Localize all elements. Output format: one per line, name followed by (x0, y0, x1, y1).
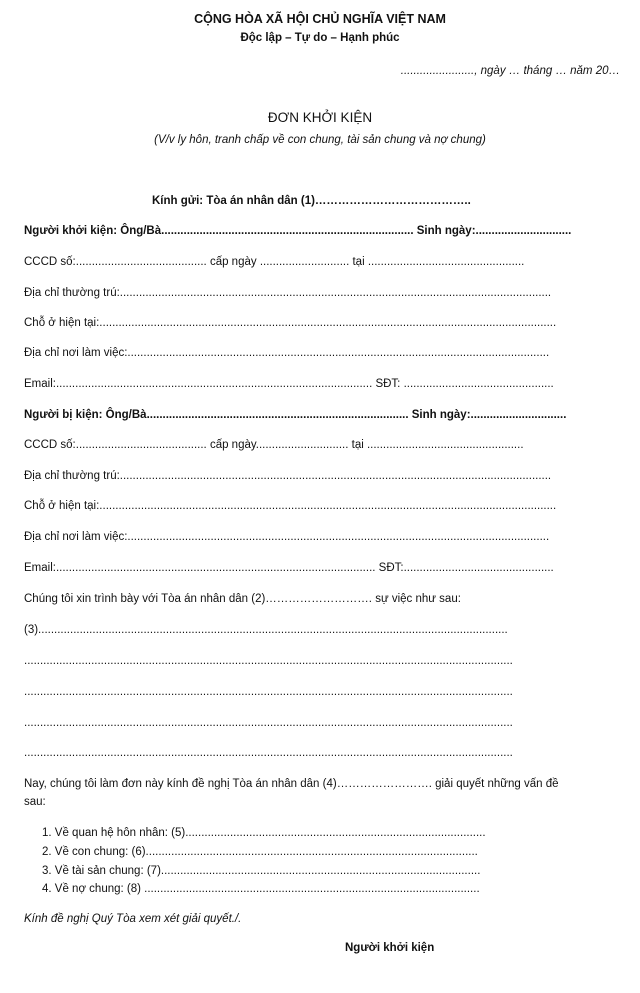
defendant-name-line: Người bị kiện: Ông/Bà.................................................................................. Sinh ngày:.............................. (24, 409, 567, 421)
plaintiff-residence-line: Địa chỉ thường trú:....................................................................................................................................... (24, 287, 552, 299)
defendant-work-address-line: Địa chỉ nơi làm việc:.................................................................................................................................... (24, 531, 550, 543)
plaintiff-id-line: CCCD số:......................................... cấp ngày ............................ tại ................................................. (24, 256, 525, 268)
document-subtitle: (V/v ly hôn, tranh chấp về con chung, tài sản chung và nợ chung) (154, 134, 486, 146)
request-item-children: 2. Về con chung: (6)........................................................................................................ (42, 846, 478, 858)
plaintiff-current-address-line: Chỗ ở hiện tại:............................................................................................................................................... (24, 317, 557, 329)
statement-line: (3)................................................................................................................................................... (24, 624, 508, 636)
defendant-contact-line: Email:.................................................................................................... SĐT:............................................... (24, 562, 554, 574)
defendant-current-address-line: Chỗ ở hiện tại:............................................................................................................................................... (24, 500, 557, 512)
plaintiff-work-address-line: Địa chỉ nơi làm việc:.................................................................................................................................... (24, 347, 550, 359)
plaintiff-contact-line: Email:................................................................................................... SĐT: ............................................... (24, 378, 554, 390)
statement-intro: Chúng tôi xin trình bày với Tòa án nhân dân (2)………………………. sự việc như sau: (24, 593, 461, 605)
motto: Độc lập – Tự do – Hạnh phúc (240, 32, 400, 44)
plaintiff-name-line: Người khởi kiện: Ông/Bà............................................................................... Sinh ngày:.............................. (24, 225, 572, 237)
date-line: ......................., ngày … tháng … năm 20… (400, 65, 620, 77)
defendant-residence-line: Địa chỉ thường trú:....................................................................................................................................... (24, 470, 552, 482)
recipient-line: Kính gửi: Tòa án nhân dân (1)………………………………….. (152, 195, 471, 207)
defendant-id-line: CCCD số:......................................... cấp ngày............................. tại ................................................. (24, 439, 524, 451)
document-title: ĐƠN KHỞI KIỆN (267, 110, 373, 125)
statement-line: ......................................................................................................................................................... (24, 747, 513, 759)
request-intro: Nay, chúng tôi làm đơn này kính đề nghị Tòa án nhân dân (4)……………………. giải quyết những vấn đề (24, 778, 559, 790)
statement-line: ......................................................................................................................................................... (24, 655, 513, 667)
statement-line: ......................................................................................................................................................... (24, 686, 513, 698)
request-item-debts: 4. Về nợ chung: (8) ......................................................................................................... (42, 883, 480, 895)
request-item-marriage: 1. Về quan hệ hôn nhân: (5).............................................................................................. (42, 827, 486, 839)
closing-line: Kính đề nghị Quý Tòa xem xét giải quyết./. (24, 913, 242, 925)
request-item-property: 3. Về tài sản chung: (7).................................................................................................... (42, 865, 481, 877)
signature-label: Người khởi kiện (345, 942, 435, 954)
statement-line: ......................................................................................................................................................... (24, 717, 513, 729)
country-heading: CỘNG HÒA XÃ HỘI CHỦ NGHĨA VIỆT NAM (194, 12, 446, 26)
request-intro-continued: sau: (24, 796, 46, 808)
